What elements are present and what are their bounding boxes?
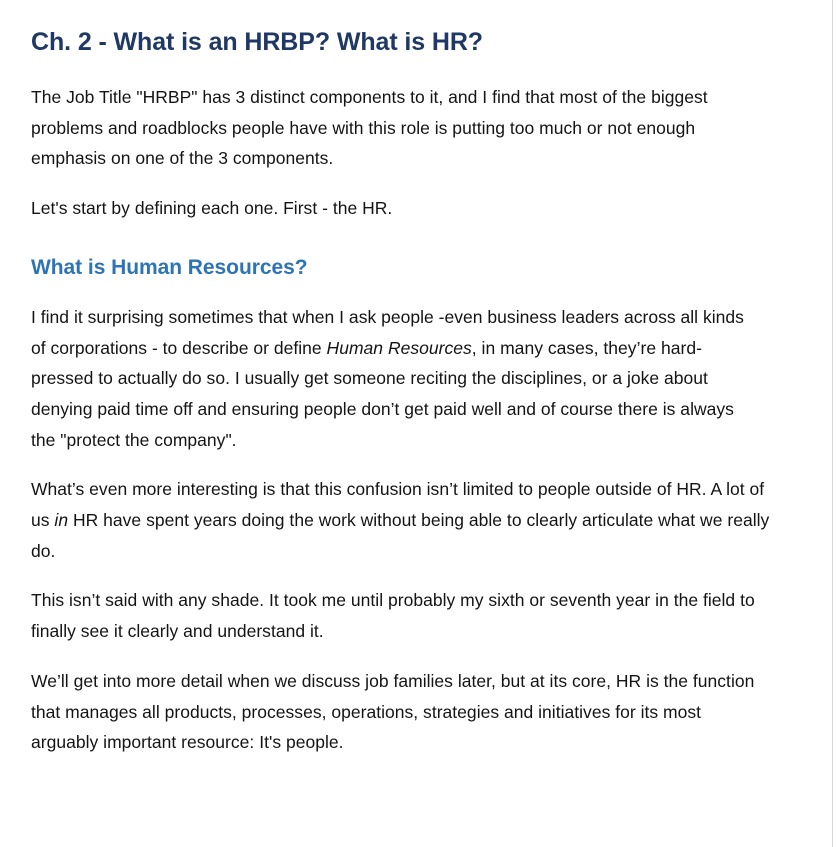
chapter-heading: Ch. 2 - What is an HRBP? What is HR?: [31, 28, 483, 56]
paragraph-job-title-components: The Job Title "HRBP" has 3 distinct components to it, and I find that most of the biggest problems and roadblocks people have with this role is putting too much or not enough emphasis on one of the 3 components.: [31, 87, 708, 169]
page-right-rule: [832, 0, 833, 847]
paragraph-text-run: HR have spent years doing the work without being able to clearly articulate what we really do.: [31, 510, 770, 561]
paragraph-text-run: What’s even more interesting is that this confusion isn’t limited to people outside of HR. A lot of us: [31, 479, 765, 531]
emphasis-in: in: [54, 510, 69, 531]
section-heading-what-is-human-resources: What is Human Resources?: [31, 255, 308, 279]
paragraph-surprising-definition: [31, 281, 761, 456]
paragraph-text-run: , in many cases, they’re hard-pressed to actually do so. I usually get someone reciting the disciplines, or a joke about denying paid time off and ensuring people don’t get paid well and of course there is always the "protect the company".: [31, 337, 734, 450]
paragraph-hr-core-function: We’ll get into more detail when we discuss job families later, but at its core, HR is the function that manages all products, processes, operations, strategies and initiatives for its most arguably important resource: It's people.: [31, 670, 755, 753]
paragraph-confusion-inside-hr: [31, 455, 771, 566]
paragraph-no-shade: This isn’t said with any shade. It took me until probably my sixth or seventh year in the field to finally see it clearly and understand it.: [31, 590, 755, 642]
document-content: [31, 0, 771, 758]
paragraph-text-run: I find it surprising sometimes that when I ask people -even business leaders across all kinds of corporations - to describe or define: [31, 306, 744, 358]
paragraph-lets-start: Let's start by defining each one. First - the HR.: [31, 198, 393, 219]
emphasis-human-resources: Human Resources: [326, 337, 472, 358]
